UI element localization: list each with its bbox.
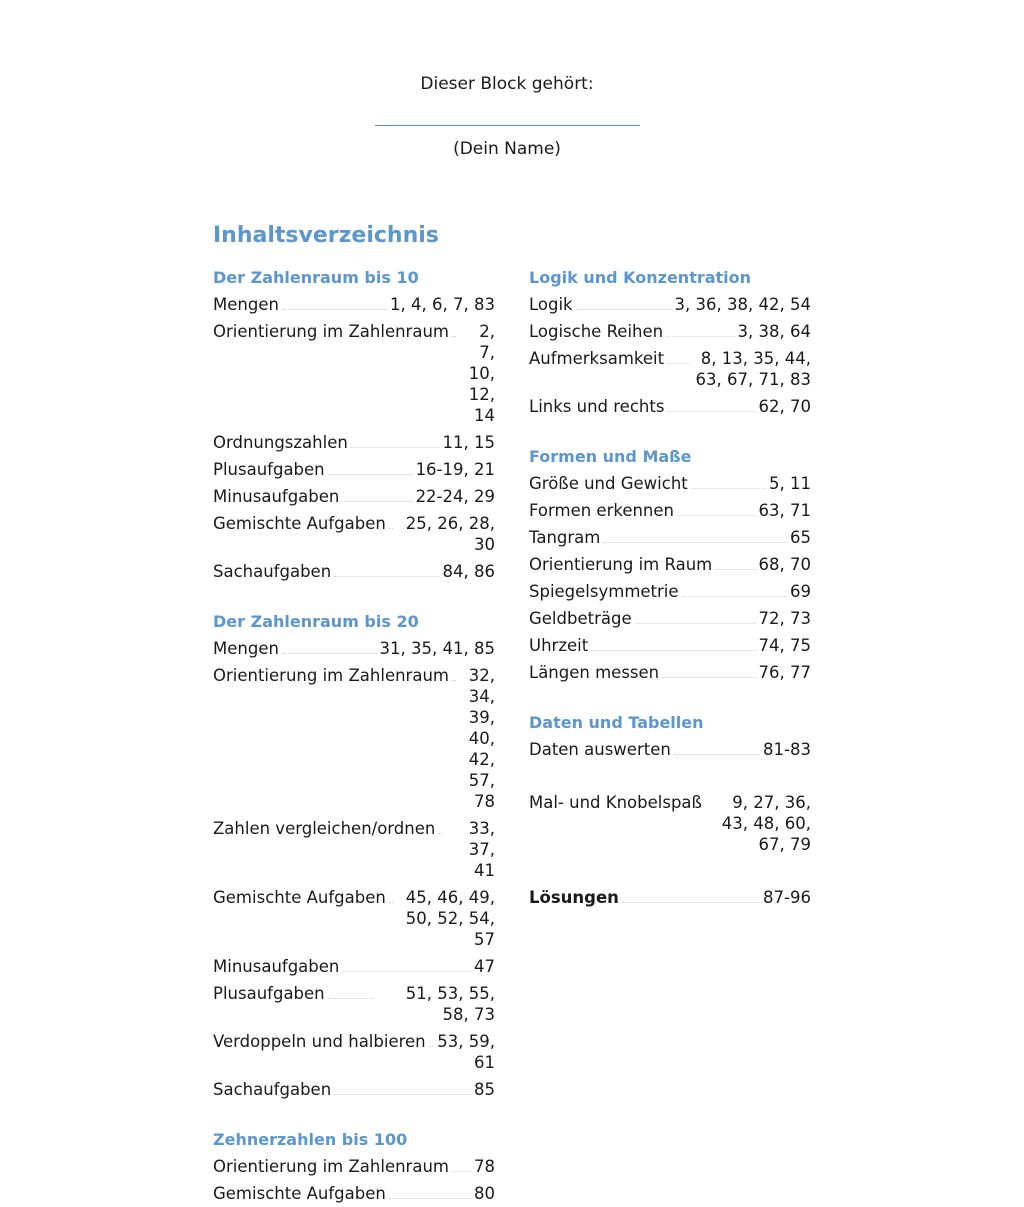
toc-entry: [213, 1180, 495, 1207]
toc-entry: [213, 1076, 495, 1103]
leader-dots: [282, 638, 377, 654]
toc-right-column: [529, 265, 811, 911]
toc-entry: [213, 1028, 495, 1076]
entry-pages: 33, 37, 41: [468, 819, 495, 880]
entry-pages: 84, 86: [442, 562, 495, 581]
leader-dots: [334, 561, 439, 577]
entry-label: Ordnungszahlen: [213, 433, 348, 452]
entry-label: Sachaufgaben: [213, 1080, 332, 1099]
entry-label: Plusaufgaben: [213, 984, 325, 1003]
leader-dots: [282, 294, 387, 310]
section-heading: Der Zahlenraum bis 20: [213, 612, 419, 631]
toc-entry: [529, 524, 811, 551]
leader-dots: [351, 432, 440, 448]
entry-pages: 3, 38, 64: [737, 322, 811, 341]
toc-entry: [213, 1153, 495, 1180]
toc-entry: [529, 497, 811, 524]
leader-dots: [682, 581, 787, 597]
entry-label: Gemischte Aufgaben: [213, 514, 386, 533]
entry-pages: 80: [474, 1184, 495, 1203]
leader-dots: [622, 887, 760, 903]
toc-entry: [529, 578, 811, 605]
toc-entry: [529, 291, 811, 318]
toc-entry: [213, 884, 495, 953]
entry-label: Minusaufgaben: [213, 487, 340, 506]
entry-pages: 81-83: [763, 740, 811, 759]
entry-pages: 25, 26, 28, 30: [405, 514, 495, 554]
entry-pages: 3, 36, 38, 42, 54: [674, 295, 811, 314]
entry-label: Logische Reihen: [529, 322, 664, 341]
leader-dots: [635, 608, 756, 624]
entry-pages: 16-19, 21: [415, 460, 495, 479]
entry-label: Spiegelsymmetrie: [529, 582, 679, 601]
entry-pages: 9, 27, 36, 43, 48, 60, 67, 79: [721, 793, 811, 854]
solutions-label: Lösungen: [529, 888, 619, 907]
toc-left-column: [213, 265, 495, 1207]
entry-label: Logik: [529, 295, 573, 314]
entry-pages: 47: [474, 957, 495, 976]
section-heading: Zehnerzahlen bis 100: [213, 1130, 408, 1149]
entry-label: Mengen: [213, 295, 279, 314]
entry-pages: 74, 75: [758, 636, 811, 655]
leader-dots: [691, 473, 766, 489]
toc-entry: [529, 393, 811, 420]
toc-entry: [529, 318, 811, 345]
entry-label: Orientierung im Zahlenraum: [213, 322, 449, 341]
entry-label: Minusaufgaben: [213, 957, 340, 976]
leader-dots: [452, 321, 456, 337]
entry-label: Längen messen: [529, 663, 660, 682]
section-heading: Logik und Konzentration: [529, 268, 752, 287]
toc-entry: [213, 483, 495, 510]
leader-dots: [667, 348, 690, 364]
entry-pages: 51, 53, 55, 58, 73: [405, 984, 495, 1024]
leader-dots: [674, 739, 760, 755]
toc-entry: [529, 736, 811, 763]
entry-pages: 85: [474, 1080, 495, 1099]
section-heading: Der Zahlenraum bis 10: [213, 268, 419, 287]
entry-label: Zahlen vergleichen/ordnen: [213, 819, 436, 838]
entry-label: Aufmerksamkeit: [529, 349, 665, 368]
entry-label: Tangram: [529, 528, 601, 547]
entry-pages: 62, 70: [758, 397, 811, 416]
leader-dots: [429, 1031, 433, 1047]
entry-pages: 11, 15: [442, 433, 495, 452]
leader-dots: [334, 1079, 471, 1095]
entry-pages: 53, 59, 61: [437, 1032, 495, 1072]
entry-label: Verdoppeln und halbieren: [213, 1032, 426, 1051]
entry-label: Sachaufgaben: [213, 562, 332, 581]
toc-entry: [213, 815, 495, 884]
entry-label: Gemischte Aufgaben: [213, 888, 386, 907]
leader-dots: [603, 527, 787, 543]
toc-entry: [213, 980, 495, 1028]
toc-entry: [529, 551, 811, 578]
solutions-pages: 87-96: [763, 888, 811, 907]
toc-entry-solutions: [529, 884, 811, 911]
leader-dots: [662, 662, 755, 678]
entry-pages: 1, 4, 6, 7, 83: [390, 295, 495, 314]
toc-entry-extra: [529, 789, 811, 858]
leader-dots: [342, 956, 471, 972]
entry-pages: 5, 11: [769, 474, 811, 493]
entry-pages: 68, 70: [758, 555, 811, 574]
leader-dots: [452, 1156, 471, 1172]
toc-entry: [213, 558, 495, 585]
leader-dots: [677, 500, 756, 516]
toc-entry: [213, 429, 495, 456]
leader-dots: [576, 294, 672, 310]
toc-entry: [213, 635, 495, 662]
name-line: [375, 125, 640, 126]
entry-pages: 31, 35, 41, 85: [379, 639, 495, 658]
entry-label: Plusaufgaben: [213, 460, 325, 479]
entry-label: Mal- und Knobelspaß: [529, 793, 702, 812]
leader-dots: [438, 818, 442, 834]
entry-pages: 78: [474, 1157, 495, 1176]
toc-entry: [529, 345, 811, 393]
entry-pages: 72, 73: [758, 609, 811, 628]
entry-label: Formen erkennen: [529, 501, 674, 520]
toc-entry: [213, 456, 495, 483]
entry-pages: 2, 7, 10, 12, 14: [468, 322, 495, 425]
leader-dots: [328, 983, 374, 999]
entry-label: Größe und Gewicht: [529, 474, 688, 493]
owner-label: Dieser Block gehört:: [420, 74, 594, 94]
toc-entry: [213, 662, 495, 815]
entry-label: Geldbeträge: [529, 609, 632, 628]
entry-label: Uhrzeit: [529, 636, 589, 655]
entry-pages: 45, 46, 49, 50, 52, 54, 57: [405, 888, 495, 949]
toc-entry: [213, 953, 495, 980]
toc-entry: [213, 510, 495, 558]
toc-title: Inhaltsverzeichnis: [213, 223, 439, 248]
entry-pages: 32, 34, 39, 40, 42, 57, 78: [468, 666, 495, 811]
entry-label: Orientierung im Zahlenraum: [213, 666, 449, 685]
leader-dots: [715, 554, 755, 570]
toc-entry: [529, 632, 811, 659]
leader-dots: [452, 665, 456, 681]
entry-pages: 63, 71: [758, 501, 811, 520]
leader-dots: [328, 459, 413, 475]
entry-label: Daten auswerten: [529, 740, 671, 759]
leader-dots: [389, 513, 393, 529]
toc-entry: [213, 291, 495, 318]
toc-entry: [529, 470, 811, 497]
entry-pages: 69: [790, 582, 811, 601]
leader-dots: [591, 635, 755, 651]
entry-label: Gemischte Aufgaben: [213, 1184, 386, 1203]
leader-dots: [389, 887, 393, 903]
section-heading: Daten und Tabellen: [529, 713, 704, 732]
entry-label: Orientierung im Zahlenraum: [213, 1157, 449, 1176]
entry-label: Orientierung im Raum: [529, 555, 713, 574]
leader-dots: [342, 486, 412, 502]
toc-entry: [529, 605, 811, 632]
entry-pages: 8, 13, 35, 44, 63, 67, 71, 83: [695, 349, 811, 389]
leader-dots: [666, 321, 734, 337]
entry-label: Mengen: [213, 639, 279, 658]
entry-pages: 22-24, 29: [415, 487, 495, 506]
leader-dots: [667, 396, 755, 412]
name-hint: (Dein Name): [453, 139, 561, 159]
leader-dots: [389, 1183, 471, 1199]
entry-label: Links und rechts: [529, 397, 665, 416]
toc-entry: [213, 318, 495, 429]
entry-pages: 65: [790, 528, 811, 547]
toc-entry: [529, 659, 811, 686]
section-heading: Formen und Maße: [529, 447, 692, 466]
entry-pages: 76, 77: [758, 663, 811, 682]
